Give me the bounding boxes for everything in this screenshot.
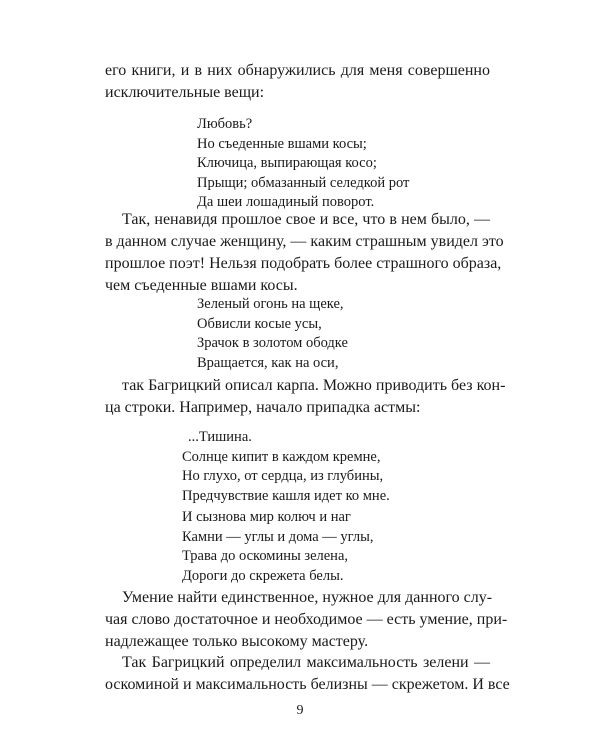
poem-asthma-stanza-1 [182,428,390,506]
verse-line: И сызнова мир колюч и наг [182,509,351,525]
text-line: чая слово достаточное и необходимое — есть умение, при- [105,611,508,628]
verse-line: Камни — углы и дома — углы, [182,528,374,545]
verse-line: Дороги до скрежета белы. [182,567,344,584]
poem-love [197,115,409,213]
text-line: Так, ненавидя прошлое свое и все, что в нем было, — [122,211,490,228]
verse-line: Трава до оскомины зелена, [182,548,349,565]
text-line: Умение найти единственное, нужное для данного слу- [122,589,493,606]
verse-line: Прыщи; обмазанный селедкой рот [197,174,410,191]
verse-line: Зрачок в золотом ободке [197,335,348,352]
verse-line: Обвисли косые усы, [197,315,322,332]
text-line: в данном случае женщину, — каким страшным увидел это [105,233,504,250]
text-line: прошлое поэт! Нельзя подобрать более страшного образа, [105,255,502,272]
text-line: Так Багрицкий определил максимальность зелени — [122,654,490,671]
text-line: оскоминой и максимальность белизны — скрежетом. И все [105,676,510,693]
verse-line: Ключица, выпирающая косо; [197,155,377,172]
paragraph-intro [105,60,490,104]
verse-line: ...Тишина. [188,429,252,445]
verse-line: Вращается, как на оси, [197,354,339,371]
verse-line: Но съеденные вшами косы; [197,135,367,152]
verse-line: Зеленый огонь на щеке, [197,296,344,312]
poem-carp [197,295,348,373]
poem-asthma-stanza-2 [182,508,374,586]
text-line: так Багрицкий описал карпа. Можно приводить без кон- [122,377,506,394]
page-number: 9 [296,703,304,718]
text-line: ца строки. Например, начало припадка астмы: [105,399,421,416]
verse-line: Предчувствие кашля идет ко мне. [182,487,390,504]
verse-line: Да шеи лошадиный поворот. [197,194,375,211]
text-line: чем съеденные вшами косы. [105,277,298,294]
paragraph-mastery [105,587,508,653]
verse-line: Но глухо, от сердца, из глубины, [182,468,384,485]
text-line: надлежащее только высокому мастеру. [105,633,369,650]
text-line: исключительные вещи: [105,84,265,101]
verse-line: Солнце кипит в каждом кремне, [182,448,381,465]
paragraph-maximality [105,652,510,696]
paragraph-hatred [105,209,504,297]
verse-line: Любовь? [197,116,253,132]
text-line: его книги, и в них обнаружились для меня совершенно [105,62,490,79]
paragraph-carp [105,375,506,419]
